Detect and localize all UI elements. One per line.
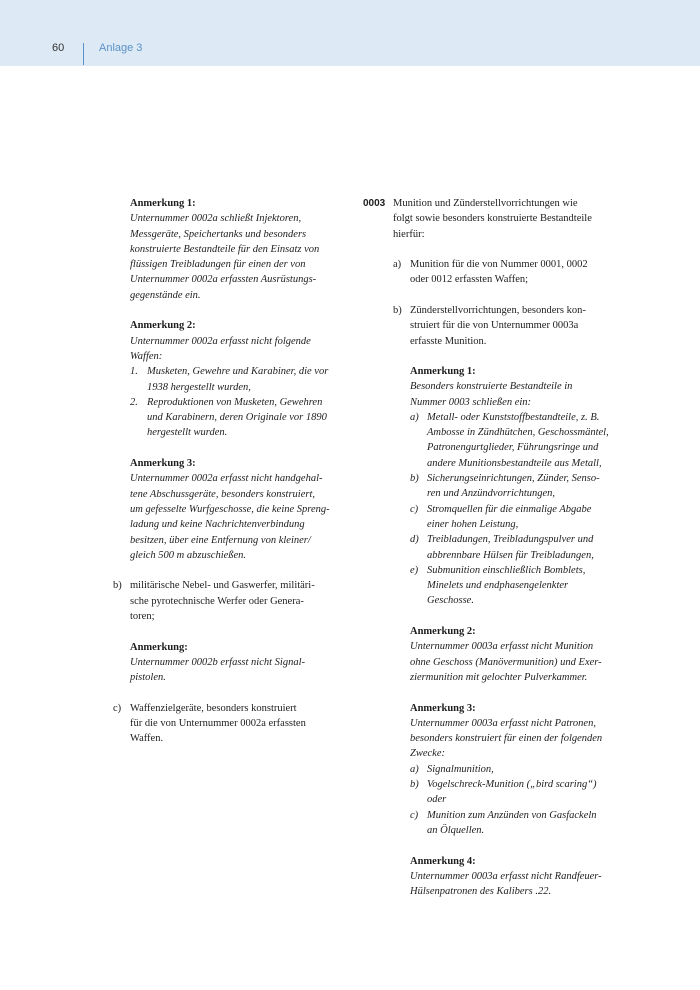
note-3-line: gleich 500 m abzuschießen.	[130, 549, 247, 561]
list-line: abbrennbare Hülsen für Treibladungen,	[427, 549, 594, 561]
subitem-marker: c)	[113, 702, 122, 714]
entry-code: 0003	[363, 198, 386, 209]
list-marker: 1.	[130, 366, 138, 378]
list-marker: a)	[410, 763, 419, 775]
list-line: Treibladungen, Treibladungspulver und	[427, 534, 594, 546]
subitem-line: Munition für die von Nummer 0001, 0002	[410, 259, 588, 271]
note-3-list-item	[410, 762, 635, 777]
subitem-c	[113, 701, 355, 747]
subitem-b	[393, 303, 633, 349]
note-2-line: Waffen:	[130, 350, 163, 362]
list-line: Geschosse.	[427, 595, 474, 607]
note-2-line: Unternummer 0003a erfasst nicht Munition	[410, 641, 594, 653]
subitem-line: militärische Nebel- und Gaswerfer, militäri-	[130, 580, 315, 592]
list-line: Signalmunition,	[427, 763, 494, 775]
note-3-title: Anmerkung 3:	[410, 702, 476, 714]
note-3-line: tene Abschussgeräte, besonders konstruiert,	[130, 488, 315, 500]
note-1-line: flüssigen Treibladungen für einen der von	[130, 259, 306, 271]
note-b-line: Unternummer 0002b erfasst nicht Signal-	[130, 656, 305, 668]
list-line: Reproduktionen von Musketen, Gewehren	[147, 396, 323, 408]
subitem-marker: b)	[393, 305, 402, 317]
list-line: Patronengurtglieder, Führungsringe und	[427, 442, 599, 454]
subitem-b	[113, 578, 355, 624]
subitem-line: Zünderstellvorrichtungen, besonders kon-	[410, 305, 586, 317]
subitem-line: toren;	[130, 611, 155, 623]
list-line: Metall- oder Kunststoffbestandteile, z. B.	[427, 411, 600, 423]
note-2-line: ziermunition mit gelochter Pulverkammer.	[410, 671, 588, 683]
note-3-title: Anmerkung 3:	[130, 458, 196, 470]
list-line: Minelets und endphasengelenkter	[427, 580, 569, 592]
list-marker: e)	[410, 564, 419, 576]
list-marker: d)	[410, 534, 419, 546]
list-marker: c)	[410, 809, 419, 821]
note-1-list-item	[410, 532, 635, 563]
list-line: Sicherungseinrichtungen, Zünder, Senso-	[427, 473, 600, 485]
note-4-line: Hülsenpatronen des Kalibers .22.	[410, 886, 552, 898]
list-line: und Karabinern, deren Originale vor 1890	[147, 412, 327, 424]
note-3-line: Zwecke:	[410, 748, 445, 760]
list-marker: a)	[410, 411, 419, 423]
left-column	[113, 196, 355, 747]
note-2-line: ohne Geschoss (Manövermunition) und Exer-	[410, 656, 602, 668]
note-3-list-item	[410, 808, 635, 839]
note-1-list-item	[410, 502, 635, 533]
list-line: einer hohen Leistung,	[427, 518, 519, 530]
list-line: 1938 hergestellt wurden,	[147, 381, 251, 393]
list-marker: b)	[410, 779, 419, 791]
page-number: 60	[52, 42, 65, 54]
right-column-notes	[410, 364, 635, 899]
intro-line: Munition und Zünderstellvorrichtungen wie	[393, 198, 578, 209]
note-3-line: Unternummer 0003a erfasst nicht Patronen,	[410, 717, 596, 729]
note-1-line: gegenstände ein.	[130, 289, 201, 301]
note-3-line: um gefesselte Wurfgeschosse, die keine Spreng-	[130, 503, 330, 515]
subitem-line: struiert für die von Unternummer 0003a	[410, 320, 579, 332]
note-1-title: Anmerkung 1:	[410, 366, 476, 377]
right-column-intro	[393, 196, 633, 364]
list-line: oder	[427, 794, 447, 806]
subitem-marker: b)	[113, 580, 122, 592]
note-b-title: Anmerkung:	[130, 641, 188, 653]
note-2-list-item	[130, 395, 355, 441]
note-1-line: Besonders konstruierte Bestandteile in	[410, 381, 573, 393]
list-marker: b)	[410, 473, 419, 485]
note-3-line: besonders konstruiert für einen der folgenden	[410, 733, 603, 745]
note-1-line: Messgeräte, Speichertanks und besonders	[130, 228, 307, 240]
list-line: Musketen, Gewehre und Karabiner, die vor	[147, 366, 329, 378]
list-line: an Ölquellen.	[427, 824, 485, 836]
list-line: Vogelschreck-Munition („bird scaring“)	[427, 779, 597, 791]
list-line: andere Munitionsbestandteile aus Metall,	[427, 457, 602, 469]
subitem-line: Waffenzielgeräte, besonders konstruiert	[130, 702, 297, 714]
list-marker: c)	[410, 503, 419, 515]
list-line: Munition zum Anzünden von Gasfackeln	[427, 809, 597, 821]
note-1-list-item	[410, 471, 635, 502]
note-1-line: konstruierte Bestandteile für den Einsatz von	[130, 243, 320, 255]
note-2-list-item	[130, 364, 355, 395]
note-4-line: Unternummer 0003a erfasst nicht Randfeuer-	[410, 870, 602, 882]
list-line: Stromquellen für die einmalige Abgabe	[427, 503, 592, 515]
subitem-a	[393, 257, 633, 288]
note-2-title: Anmerkung 2:	[410, 626, 476, 638]
note-3-line: besitzen, über eine Entfernung von kleiner/	[130, 534, 311, 546]
note-3-line: Unternummer 0002a erfasst nicht handgehal-	[130, 473, 323, 485]
note-b-line: pistolen.	[130, 672, 166, 684]
list-line: ren und Anzündvorrichtungen,	[427, 488, 556, 500]
subitem-line: oder 0012 erfassten Waffen;	[410, 274, 529, 286]
subitem-line: für die von Unternummer 0002a erfassten	[130, 718, 306, 730]
section-title: Anlage 3	[99, 42, 143, 54]
subitem-line: sche pyrotechnische Werfer oder Genera-	[130, 595, 304, 607]
note-1-line: Nummer 0003 schließen ein:	[410, 396, 532, 408]
note-1-title: Anmerkung 1:	[130, 198, 196, 209]
note-4-title: Anmerkung 4:	[410, 855, 476, 867]
intro-line: folgt sowie besonders konstruierte Bestandteile	[393, 213, 592, 225]
subitem-marker: a)	[393, 259, 402, 271]
page-header	[0, 0, 700, 66]
list-marker: 2.	[130, 396, 138, 408]
note-3-line: ladung und keine Nachrichtenverbindung	[130, 519, 305, 531]
note-1-line: Unternummer 0002a schließt Injektoren,	[130, 213, 302, 225]
note-2-line: Unternummer 0002a erfasst nicht folgende	[130, 335, 311, 347]
note-1-list-item	[410, 410, 635, 471]
note-3-list-item	[410, 777, 635, 808]
note-1-list-item	[410, 563, 635, 609]
intro-line: hierfür:	[393, 228, 425, 240]
list-line: Ambosse in Zündhütchen, Geschossmäntel,	[427, 427, 609, 439]
note-1-line: Unternummer 0002a erfassten Ausrüstungs-	[130, 274, 317, 286]
list-line: Submunition einschließlich Bomblets,	[427, 564, 586, 576]
list-line: hergestellt wurden.	[147, 427, 228, 439]
subitem-line: erfasste Munition.	[410, 335, 487, 347]
subitem-line: Waffen.	[130, 733, 164, 745]
note-2-title: Anmerkung 2:	[130, 320, 196, 332]
header-divider	[83, 43, 84, 65]
